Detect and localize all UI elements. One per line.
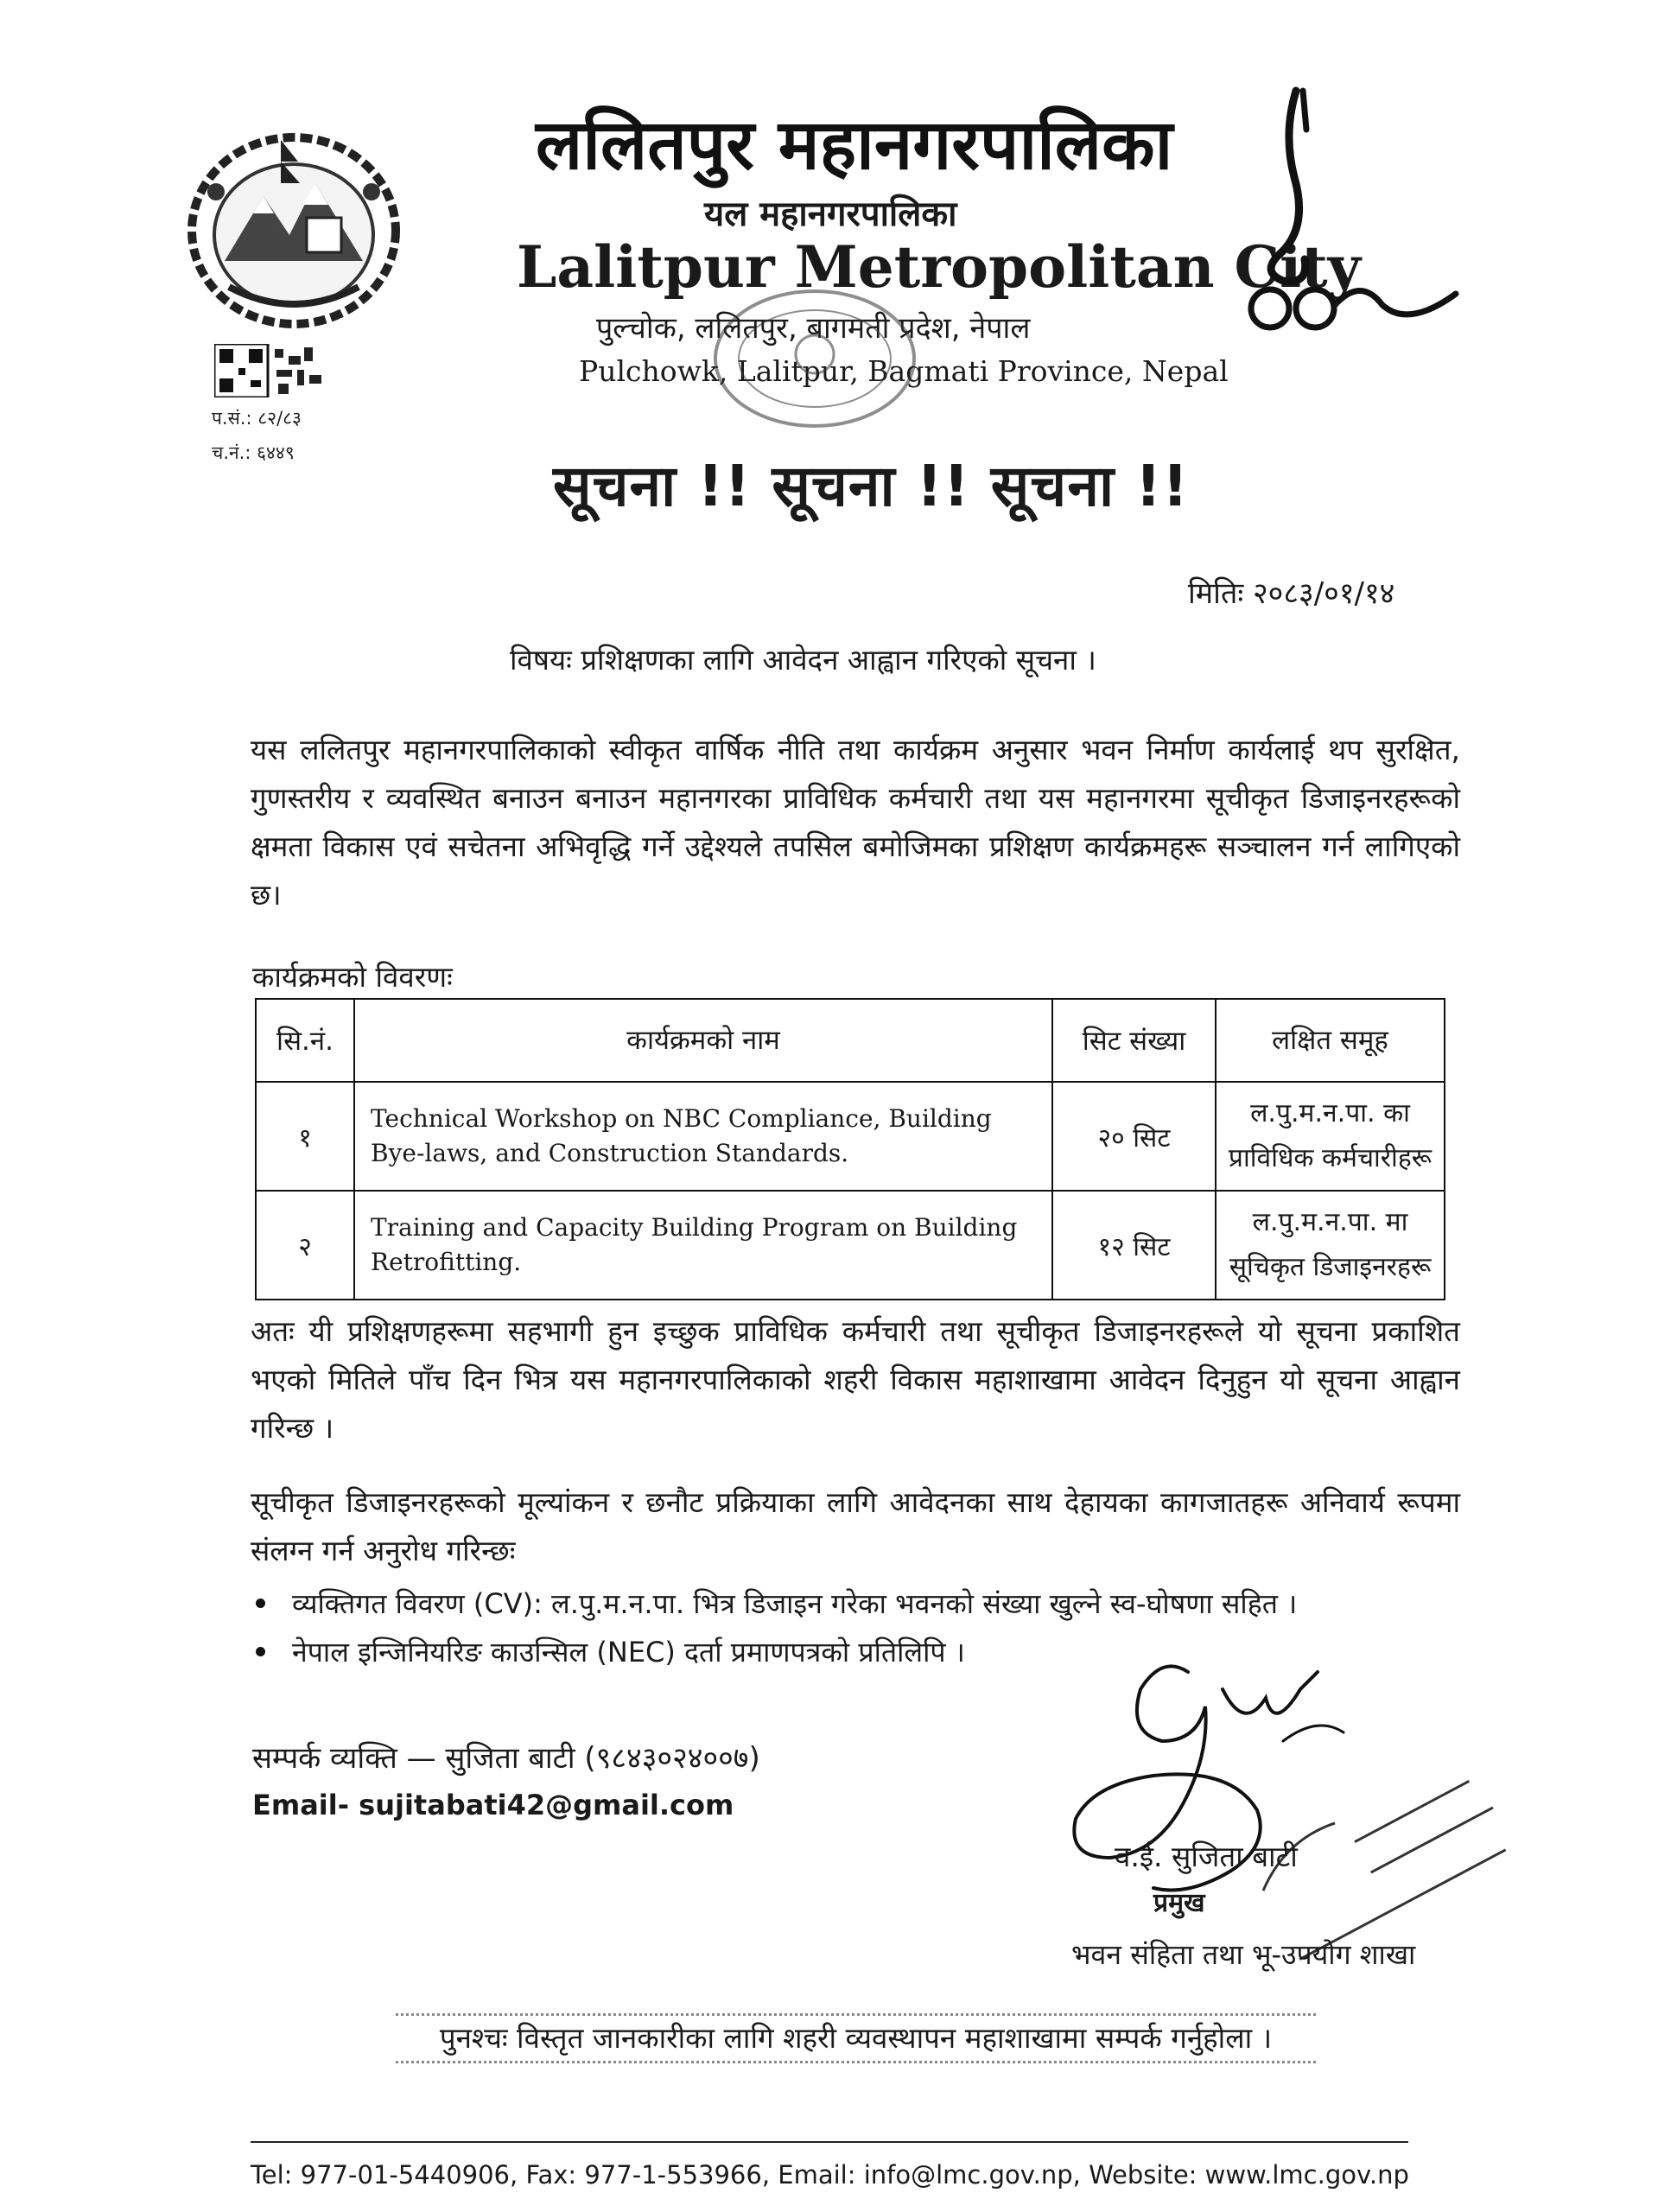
requirement-text: व्यक्तिगत विवरण (CV): ल.पु.म.न.पा. भित्र डिजाइन गरेका भवनको संख्या खुल्ने स्व-घोषणा सहित । — [292, 1587, 1298, 1620]
bullet-icon — [256, 1599, 265, 1608]
header-seat-count: सिट संख्या — [1052, 999, 1216, 1082]
table-row — [256, 1082, 1445, 1191]
row-program-name: Technical Workshop on NBC Compliance, Building Bye-laws, and Construction Standards. — [354, 1082, 1052, 1191]
target-line-2: प्राविधिक कर्मचारीहरू — [1228, 1143, 1432, 1173]
signatory-name: व.ई. सुजिता बाटी — [1115, 1840, 1298, 1873]
target-line-1: ल.पु.म.न.पा. का — [1250, 1098, 1410, 1128]
row-target-group — [1216, 1191, 1445, 1300]
row-serial-number: १ — [256, 1082, 354, 1191]
header-serial-number: सि.नं. — [256, 999, 354, 1082]
org-subtitle-nepali: यल महानगरपालिका — [704, 194, 957, 234]
org-name-english: Lalitpur Metropolitan City — [517, 233, 1361, 301]
intro-paragraph: यस ललितपुर महानगरपालिकाको स्वीकृत वार्षिक नीति तथा कार्यक्रम अनुसार भवन निर्माण कार्यलाई थप सुरक्षित, गुणस्तरीय र व्यवस्थित बनाउन बनाउन महानगरका प्राविधिक कर्मचारी तथा यस महानगरमा सूचीकृत डिजाइनरहरूको क्षमता विकास एवं सचेतना अभिवृद्धि गर्ने उद्देश्यले तपसिल बमोजिमका प्रशिक्षण कार्यक्रमहरू सञ्चालन गर्न लागिएको छ। — [251, 733, 1460, 912]
notice-subject: विषयः प्रशिक्षणका लागि आवेदन आह्वान गरिएको सूचना । — [510, 643, 1096, 677]
notice-date: मितिः २०८३/०१/१४ — [1188, 576, 1395, 611]
city-logo-icon — [1244, 82, 1460, 333]
row-serial-number: २ — [256, 1191, 354, 1300]
row-program-name: Training and Capacity Building Program on Building Retrofitting. — [354, 1191, 1052, 1300]
contact-person: सम्पर्क व्यक्ति — सुजिता बाटी (९८४३०२४००७) — [252, 1741, 760, 1776]
documents-paragraph: सूचीकृत डिजाइनरहरूको मूल्यांकन र छनौट प्रक्रियाका लागि आवेदनका साथ देहायका कागजातहरू अनिवार्य रूपमा संलग्न गर्न अनुरोध गरिन्छः — [251, 1485, 1460, 1567]
header-program-name: कार्यक्रमको नाम — [354, 999, 1052, 1082]
header-target-group: लक्षित समूह — [1216, 999, 1445, 1082]
target-line-1: ल.पु.म.न.पा. मा — [1252, 1207, 1408, 1237]
fiscal-year-reference: प.सं.: ८२/८३ — [212, 408, 302, 429]
qr-code-icon — [214, 344, 325, 397]
address-english: Pulchowk, Lalitpur, Bagmati Province, Nepal — [579, 354, 1229, 388]
target-line-2: सूचिकृत डिजाइनरहरू — [1229, 1252, 1432, 1282]
signatory-title: प्रमुख — [1153, 1888, 1205, 1918]
requirement-text: नेपाल इन्जिनियरिङ काउन्सिल (NEC) दर्ता प्रमाणपत्रको प्रतिलिपि । — [292, 1636, 965, 1669]
nepal-emblem-icon — [177, 114, 410, 330]
bullet-icon — [256, 1647, 265, 1656]
program-table — [255, 998, 1445, 1300]
signatory-department: भवन संहिता तथा भू-उपयोग शाखा — [1071, 1938, 1416, 1971]
footer-divider — [251, 2141, 1408, 2143]
row-seat-count: १२ सिट — [1052, 1191, 1216, 1300]
org-name-nepali: ललितपुर महानगरपालिका — [536, 105, 1173, 185]
postscript: पुनश्चः विस्तृत जानकारीका लागि शहरी व्यवस्थापन महाशाखामा सम्पर्क गर्नुहोला । — [396, 2013, 1316, 2063]
row-target-group — [1216, 1082, 1445, 1191]
apply-paragraph: अतः यी प्रशिक्षणहरूमा सहभागी हुन इच्छुक प्राविधिक कर्मचारी तथा सूचीकृत डिजाइनरहरूले यो सूचना प्रकाशित भएको मितिले पाँच दिन भित्र यस महानगरपालिकाको शहरी विकास महाशाखामा आवेदन दिनुहुन यो सूचना आह्वान गरिन्छ । — [251, 1314, 1460, 1445]
dispatch-number: च.नं.: ६४४९ — [212, 442, 295, 463]
list-item — [251, 1580, 1297, 1628]
table-row — [256, 1191, 1445, 1300]
table-header-row — [256, 999, 1445, 1082]
address-nepali: पुल्चोक, ललितपुर, बागमती प्रदेश, नेपाल — [596, 311, 1031, 346]
footer-contact-info: Tel: 977-01-5440906, Fax: 977-1-553966, Email: info@lmc.gov.np, Website: www.lmc.gov.np — [251, 2160, 1409, 2190]
program-details-label: कार्यक्रमको विवरणः — [252, 960, 453, 994]
notice-title: सूचना !! सूचना !! सूचना !! — [553, 453, 1190, 519]
row-seat-count: २० सिट — [1052, 1082, 1216, 1191]
contact-email: Email- sujitabati42@gmail.com — [252, 1789, 734, 1821]
office-seal-icon — [707, 285, 923, 432]
